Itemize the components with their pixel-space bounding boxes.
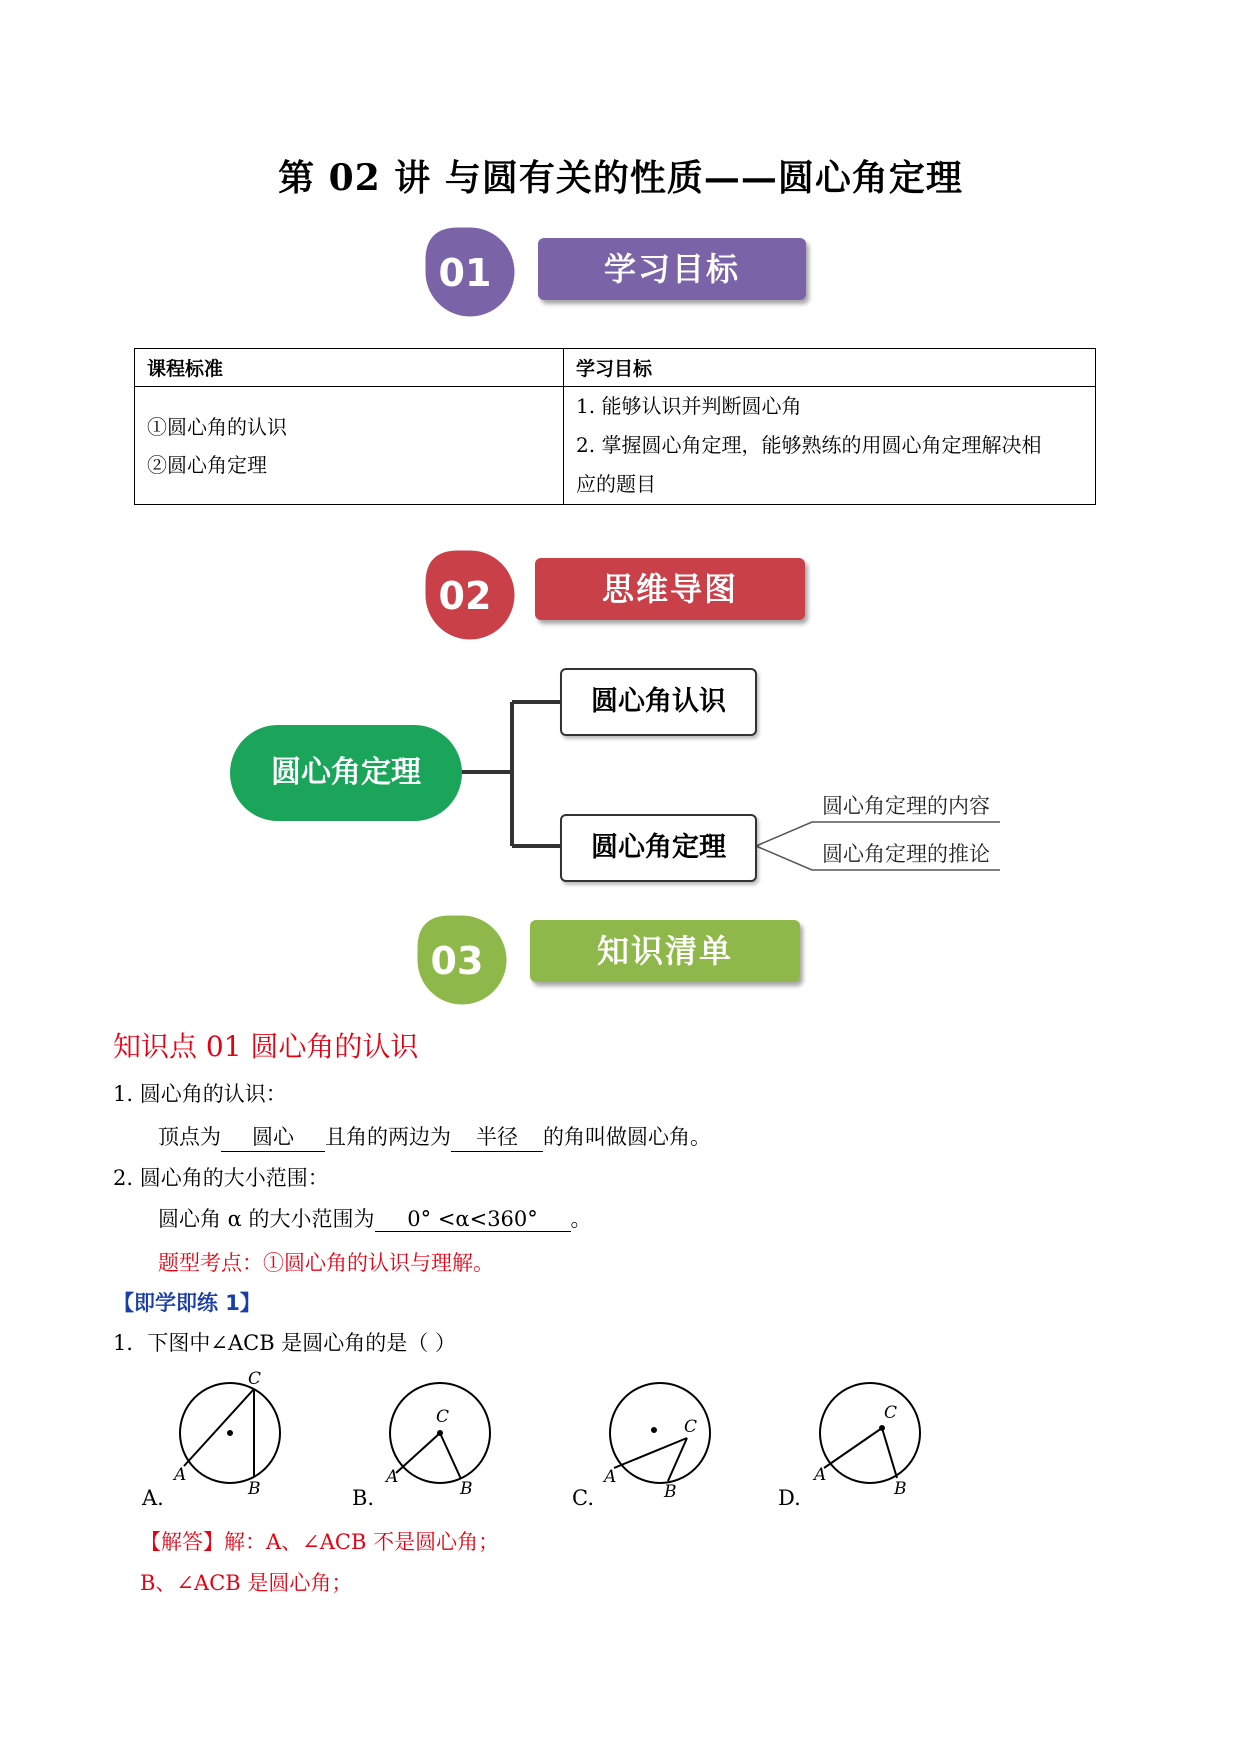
item1-definition xyxy=(158,1121,711,1152)
mindmap-leaf-corollary: 圆心角定理的推论 xyxy=(822,842,990,866)
knowledge-heading: 知识点 01 圆心角的认识 xyxy=(113,1030,419,1063)
diagram-b xyxy=(384,1383,490,1498)
svg-text:A: A xyxy=(174,1465,187,1485)
goal-item: 2. 掌握圆心角定理，能够熟练的用圆心角定理解决相 xyxy=(576,433,1042,457)
svg-text:C: C xyxy=(884,1403,898,1423)
svg-text:B: B xyxy=(894,1479,907,1498)
item1-title: 1. 圆心角的认识： xyxy=(113,1082,287,1106)
svg-text:B: B xyxy=(664,1482,677,1498)
svg-text:A: A xyxy=(604,1467,617,1487)
item1-mid: 且角的两边为 xyxy=(325,1125,451,1149)
options-diagrams xyxy=(160,1368,960,1498)
blank-center: 圆心 xyxy=(221,1121,325,1152)
mindmap-leaf-content: 圆心角定理的内容 xyxy=(822,794,990,818)
section-02-label: 思维导图 xyxy=(535,558,805,620)
svg-text:C: C xyxy=(248,1369,262,1389)
item2-post: 。 xyxy=(570,1207,592,1231)
item2-definition xyxy=(158,1203,592,1233)
question-text: 1．下图中∠ACB 是圆心角的是（ ） xyxy=(113,1331,456,1355)
mindmap-branch-theorem: 圆心角定理 xyxy=(560,814,757,882)
svg-text:A: A xyxy=(814,1465,827,1485)
blank-range: 0° <α<360° xyxy=(375,1207,571,1232)
svg-text:A: A xyxy=(386,1467,399,1487)
mindmap-branch-recognition: 圆心角认识 xyxy=(560,668,757,736)
diagram-c xyxy=(602,1383,710,1498)
mindmap-root: 圆心角定理 xyxy=(230,725,462,821)
svg-text:C: C xyxy=(436,1407,450,1427)
option-c: C. xyxy=(572,1486,594,1510)
goal-item: 应的题目 xyxy=(576,472,656,496)
blank-radius: 半径 xyxy=(451,1121,543,1152)
item2-title: 2. 圆心角的大小范围： xyxy=(113,1166,329,1190)
section-02-number: 02 xyxy=(438,574,492,618)
standard-item: ②圆心角定理 xyxy=(147,452,267,477)
practice-heading: 【即学即练 1】 xyxy=(113,1291,261,1315)
goal-item: 1. 能够认识并判断圆心角 xyxy=(576,394,802,418)
section-03-badge xyxy=(412,910,512,1010)
standard-item: ①圆心角的认识 xyxy=(147,414,287,439)
item1-post: 的角叫做圆心角。 xyxy=(543,1125,711,1149)
section-01-label: 学习目标 xyxy=(538,238,806,300)
svg-text:C: C xyxy=(684,1417,698,1437)
option-a: A. xyxy=(142,1486,164,1510)
section-03-number: 03 xyxy=(430,939,484,983)
svg-text:B: B xyxy=(248,1479,261,1498)
svg-text:B: B xyxy=(460,1479,473,1498)
page-title: 第 02 讲 与圆有关的性质——圆心角定理 xyxy=(278,157,963,199)
section-03-label: 知识清单 xyxy=(530,920,800,982)
table-header-goals: 学习目标 xyxy=(564,349,1096,387)
option-d: D. xyxy=(778,1486,801,1510)
answer-line-2: B、∠ACB 是圆心角； xyxy=(140,1571,353,1595)
diagram-d xyxy=(812,1383,920,1498)
answer-line-1: 【解答】解：A、∠ACB 不是圆心角； xyxy=(140,1530,500,1554)
item1-pre: 顶点为 xyxy=(158,1125,221,1149)
topic-note: 题型考点：①圆心角的认识与理解。 xyxy=(158,1251,494,1275)
table-header-standard: 课程标准 xyxy=(135,349,564,387)
diagram-a xyxy=(172,1369,280,1498)
option-b: B. xyxy=(352,1486,375,1510)
item2-pre: 圆心角 α 的大小范围为 xyxy=(158,1207,375,1231)
section-01-number: 01 xyxy=(438,251,492,295)
